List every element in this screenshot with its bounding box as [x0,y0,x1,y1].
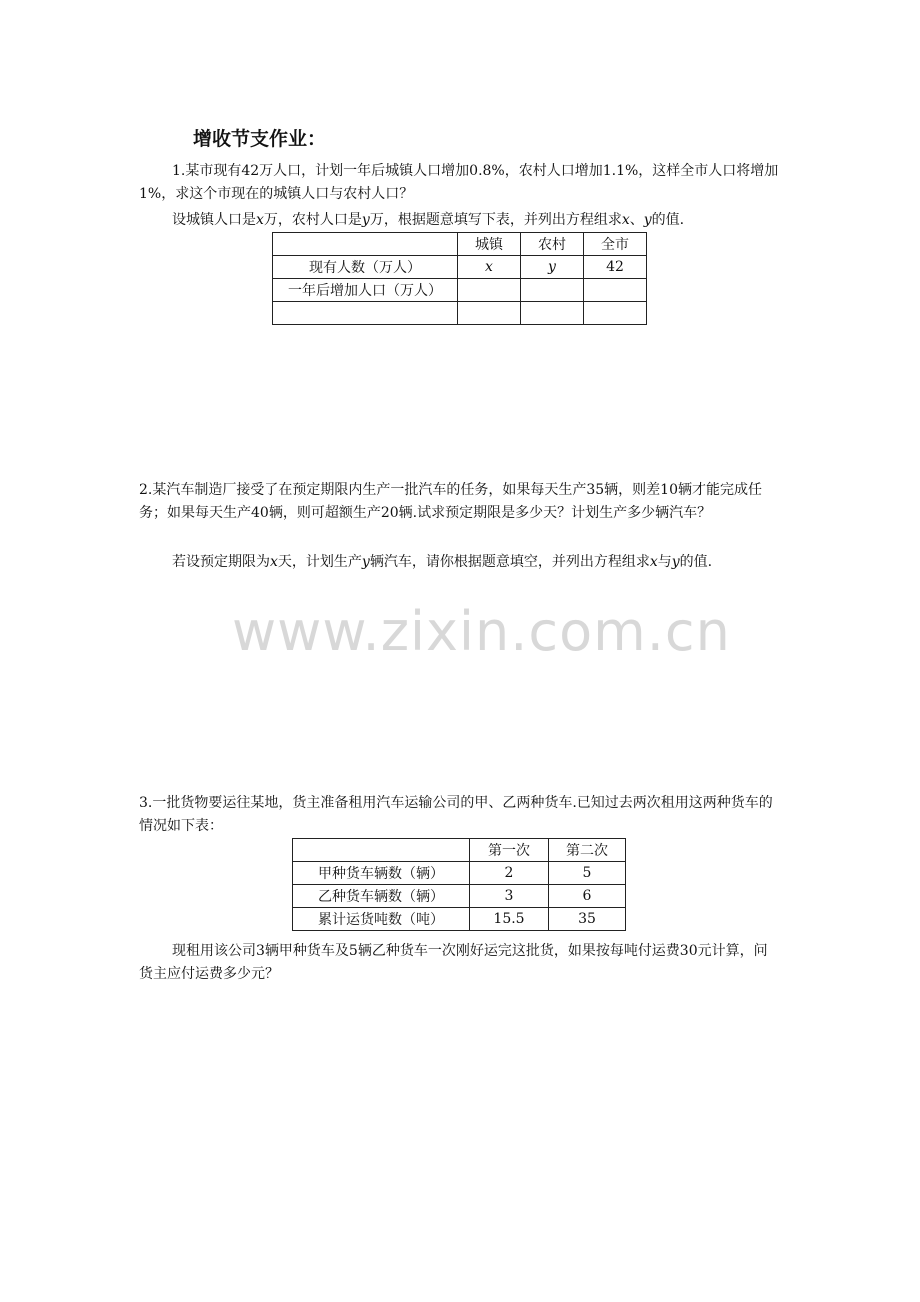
watermark: www.zixin.com.cn [232,600,731,663]
table-cell: 15.5 [470,908,549,931]
table-cell: 全市 [584,233,647,256]
table-row [293,885,626,908]
table-cell: 甲种货车辆数（辆） [293,862,470,885]
table-cell: 第二次 [549,839,626,862]
table-cell: 第一次 [470,839,549,862]
table-cell [458,279,521,302]
table-cell [273,302,458,325]
table-cell [584,302,647,325]
truck-table [292,838,626,931]
table-cell: 35 [549,908,626,931]
table-cell: 乙种货车辆数（辆） [293,885,470,908]
table-cell: 累计运货吨数（吨） [293,908,470,931]
table-cell [521,302,584,325]
table-cell: 5 [549,862,626,885]
table-cell: 2 [470,862,549,885]
question-2-text: 2.某汽车制造厂接受了在预定期限内生产一批汽车的任务，如果每天生产35辆，则差10辆才能完成任务；如果每天生产40辆，则可超额生产20辆.试求预定期限是多少天？计划生产多少辆汽车？ [139,482,762,521]
question-1-instruction: 设城镇人口是x万，农村人口是y万，根据题意填写下表，并列出方程组求x、y的值. [172,212,685,228]
table-cell: y [521,256,584,279]
question-1-text: 1.某市现有42万人口，计划一年后城镇人口增加0.8%，农村人口增加1.1%，这样全市人口将增加1%，求这个市现在的城镇人口与农村人口？ [139,163,779,202]
table-cell [458,302,521,325]
table-cell [293,839,470,862]
table-header-row [273,233,647,256]
question-2-instruction: 若设预定期限为x天，计划生产y辆汽车，请你根据题意填空，并列出方程组求x与y的值. [172,554,713,570]
table-cell: x [458,256,521,279]
table-cell: 现有人数（万人） [273,256,458,279]
table-row [293,862,626,885]
table-row [273,302,647,325]
table-cell: 城镇 [458,233,521,256]
table-cell [521,279,584,302]
table-cell [584,279,647,302]
table-cell: 42 [584,256,647,279]
table-row [293,908,626,931]
page-title: 增收节支作业： [193,128,327,150]
table-header-row [293,839,626,862]
table-row [273,256,647,279]
table-row [273,279,647,302]
question-3-text: 3.一批货物要运往某地，货主准备租用汽车运输公司的甲、乙两种货车.已知过去两次租用这两种货车的情况如下表： [139,795,773,834]
table-cell: 一年后增加人口（万人） [273,279,458,302]
table-cell: 农村 [521,233,584,256]
table-cell: 6 [549,885,626,908]
table-cell: 3 [470,885,549,908]
question-3-question: 现租用该公司3辆甲种货车及5辆乙种货车一次刚好运完这批货，如果按每吨付运费30元计算，问货主应付运费多少元？ [139,943,768,982]
population-table [272,232,647,325]
table-cell [273,233,458,256]
